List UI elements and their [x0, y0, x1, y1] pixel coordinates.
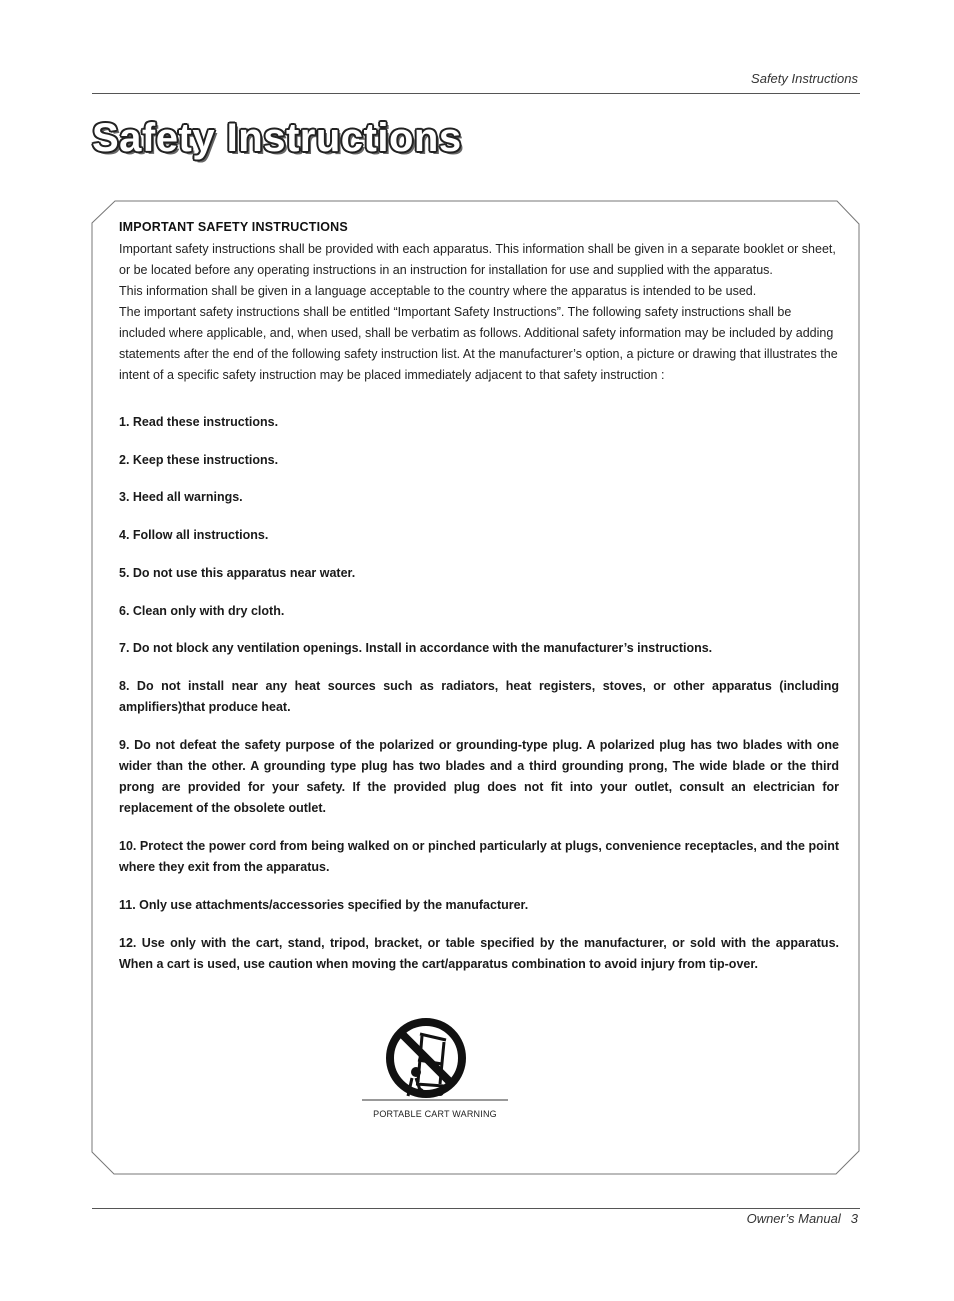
intro-paragraph-2: This information shall be given in a language acceptable to the country where the apparatus is intended to be used. — [119, 284, 757, 298]
intro-paragraph-3: The important safety instructions shall be entitled “Important Safety Instructions”. The following safety instructions shall be included where applicable, and, when used, shall be verbatim as follows. Additional safety information may be included by adding statements after the end of the following safety instruction list. At the manufacturer’s option, a picture or drawing that illustrates the intent of a specific safety instruction may be placed immediately adjacent to that safety instruction : — [119, 305, 838, 382]
instruction-item: 4. Follow all instructions. — [119, 528, 269, 543]
instruction-item: 8. Do not install near any heat sources such as radiators, heat registers, stoves, or other apparatus (including amplifiers)that produce heat. — [119, 678, 839, 715]
page-footer — [747, 1211, 858, 1226]
instructions-content — [119, 220, 839, 992]
instruction-item: 10. Protect the power cord from being walked on or pinched particularly at plugs, convenience receptacles, and the point where they exit from the apparatus. — [119, 839, 839, 875]
instruction-item: 3. Heed all warnings. — [119, 490, 243, 505]
instruction-item: 2. Keep these instructions. — [119, 452, 279, 467]
manual-label: Owner’s Manual — [746, 1211, 841, 1226]
instruction-item: 7. Do not block any ventilation openings. Install in accordance with the manufacturer’s instructions. — [119, 641, 713, 656]
instruction-item: 12. Use only with the cart, stand, tripod, bracket, or table specified by the manufacturer, or sold with the apparatus. When a cart is used, use caution when moving the cart/apparatus combination to avoid injury from tip-over. — [119, 935, 839, 971]
portable-cart-warning-icon — [362, 1012, 508, 1102]
footer-divider — [92, 1208, 860, 1209]
important-safety-heading: IMPORTANT SAFETY INSTRUCTIONS — [119, 220, 348, 234]
running-header: Safety Instructions — [751, 71, 858, 86]
instruction-item: 5. Do not use this apparatus near water. — [119, 565, 356, 580]
cart-warning-figure — [362, 1012, 508, 1119]
instruction-item: 1. Read these instructions. — [119, 415, 279, 429]
page-title: Safety Instructions — [92, 116, 462, 160]
page-number: 3 — [850, 1211, 858, 1226]
instruction-item: 9. Do not defeat the safety purpose of the polarized or grounding-type plug. A polarized plug has two blades with one wider than the other. A grounding type plug has two blades and a third grounding prong, The wide blade or the third prong are provided for your safety. If the provided plug does not fit into your outlet, consult an electrician for replacement of the obsolete outlet. — [119, 737, 839, 816]
instruction-item: 6. Clean only with dry cloth. — [119, 603, 285, 618]
instruction-item: 11. Only use attachments/accessories specified by the manufacturer. — [119, 898, 529, 913]
instruction-list — [119, 412, 839, 975]
intro-paragraph-1: Important safety instructions shall be provided with each apparatus. This information shall be given in a separate booklet or sheet, or be located before any operating instructions in an instruction for installation for use and supplied with the apparatus. — [119, 242, 836, 277]
cart-warning-caption: PORTABLE CART WARNING — [373, 1109, 497, 1119]
header-divider — [92, 93, 860, 94]
